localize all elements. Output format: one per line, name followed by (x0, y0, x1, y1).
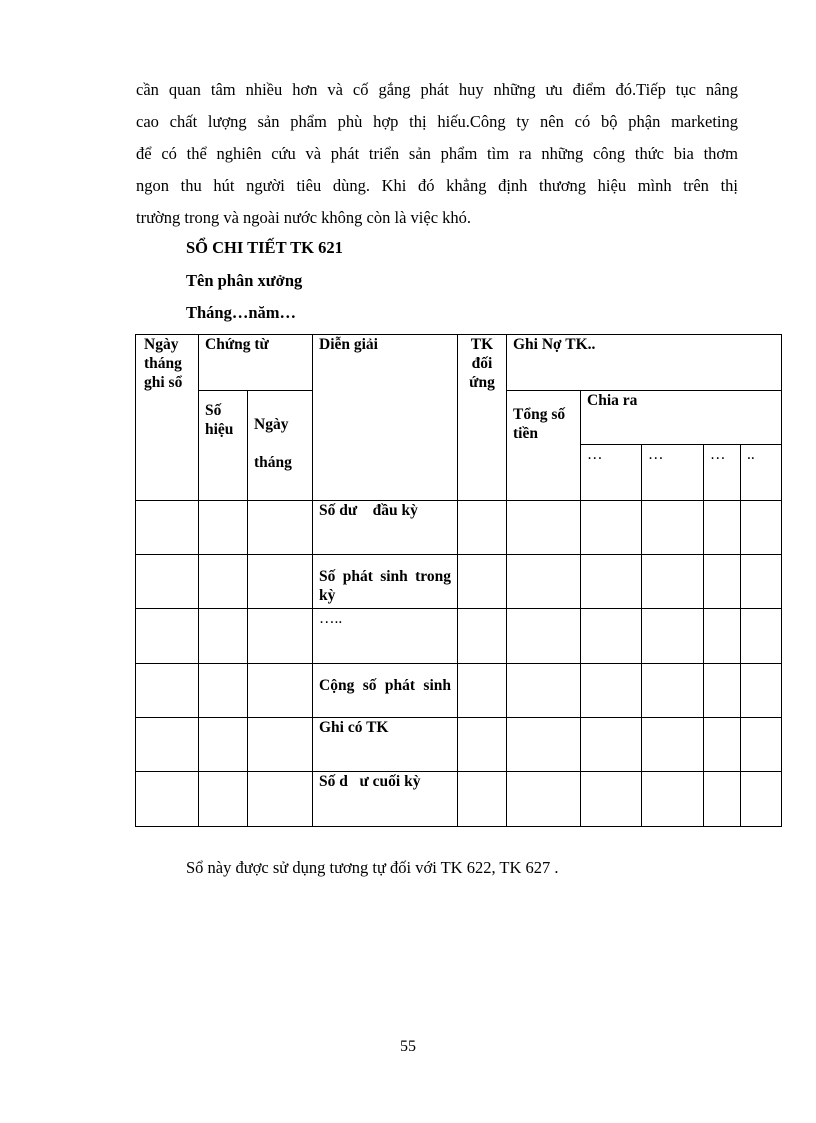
body-paragraph (136, 74, 738, 234)
split-cell: … (704, 445, 741, 501)
paragraph-line: để có thể nghiên cứu và phát triển sản phẩm tìm ra những công thức bia thơm (136, 144, 738, 163)
header-voucher-date-line2: tháng (254, 454, 292, 471)
workshop-label: Tên phân xưởng (186, 271, 303, 290)
paragraph-line: cần quan tâm nhiều hơn và cố gắng phát huy những ưu điểm đó.Tiếp tục nâng (136, 80, 738, 99)
header-voucher: Chứng từ (199, 335, 313, 391)
header-total: Tổng số tiền (507, 391, 581, 501)
table-row (136, 609, 782, 664)
split-cell: .. (741, 445, 782, 501)
ledger-table (135, 334, 782, 827)
header-date: Ngày tháng ghi sổ (136, 335, 199, 501)
row-description-text: Cộng số phát sinh (319, 677, 451, 694)
row-description-text: Số phát sinh trong kỳ (319, 568, 451, 604)
row-description (313, 555, 458, 609)
header-debit: Ghi Nợ TK.. (507, 335, 782, 391)
header-split: Chia ra (581, 391, 782, 445)
table-row (136, 555, 782, 609)
period-label: Tháng…năm… (186, 303, 297, 322)
header-voucher-number: Số hiệu (199, 391, 248, 501)
table-row (136, 664, 782, 718)
paragraph-line: cao chất lượng sản phẩm phù hợp thị hiếu.Công ty nên có bộ phận marketing (136, 112, 738, 131)
header-description: Diễn giải (313, 335, 458, 501)
paragraph-line: ngon thu hút người tiêu dùng. Khi đó khẳng định thương hiệu mình trên thị (136, 176, 738, 195)
page-number: 55 (400, 1038, 416, 1055)
header-voucher-date (248, 391, 313, 501)
header-voucher-date-line1: Ngày (254, 416, 289, 433)
row-description: ….. (313, 609, 458, 664)
paragraph-line: trường trong và ngoài nước không còn là việc khó. (136, 208, 472, 227)
table-row (136, 501, 782, 555)
header-contra-account: TK đối ứng (458, 335, 507, 501)
split-cell: … (581, 445, 642, 501)
ledger-title: SỔ CHI TIẾT TK 621 (186, 238, 343, 257)
footnote: Sổ này được sử dụng tương tự đối với TK 622, TK 627 . (186, 858, 559, 877)
row-description (313, 664, 458, 718)
table-row (136, 718, 782, 772)
table-row (136, 772, 782, 827)
row-description: Ghi có TK (313, 718, 458, 772)
row-description: Số d ư cuối kỳ (313, 772, 458, 827)
split-cell: … (642, 445, 704, 501)
row-description: Số dư đầu kỳ (313, 501, 458, 555)
